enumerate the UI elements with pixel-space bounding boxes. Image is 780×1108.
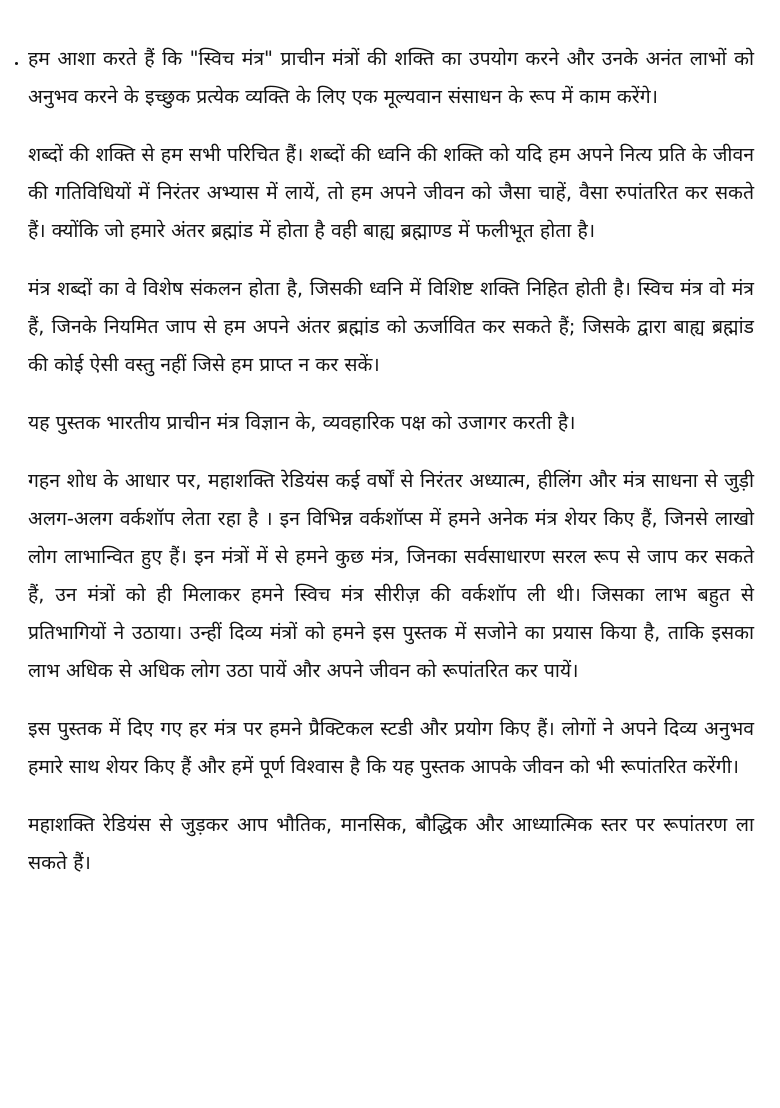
paragraph-book-purpose: यह पुस्तक भारतीय प्राचीन मंत्र विज्ञान के, व्यवहारिक पक्ष को उजागर करती है।: [28, 411, 576, 434]
paragraph-transformation: महाशक्ति रेडियंस से जुड़कर आप भौतिक, मानसिक, बौद्धिक और आध्यात्मिक स्तर पर रूपांतरण ला सकते हैं।: [28, 813, 754, 874]
stray-dot-mark: [15, 62, 18, 65]
paragraph-workshops: गहन शोध के आधार पर, महाशक्ति रेडियंस कई वर्षों से निरंतर अध्यात्म, हीलिंग और मंत्र साधना से जुड़ी अलग-अलग वर्कशॉप लेता रहा है । इन विभिन्न वर्कशॉप्स में हमने अनेक मंत्र शेयर किए हैं, जिनसे लाखो लोग लाभान्वित हुए हैं। इन मंत्रों में से हमने कुछ मंत्र, जिनका सर्वसाधारण सरल रूप से जाप कर सकते हैं, उन मंत्रों को ही मिलाकर हमने स्विच मंत्र सीरीज़ की वर्कशॉप ली थी। जिसका लाभ बहुत से प्रतिभागियों ने उठाया। उन्हीं दिव्य मंत्रों को हमने इस पुस्तक में सजोने का प्रयास किया है, ताकि इसका लाभ अधिक से अधिक लोग उठा पायें और अपने जीवन को रूपांतरित कर पायें।: [28, 469, 754, 682]
paragraph-hope-switch-mantra: हम आशा करते हैं कि "स्विच मंत्र" प्राचीन मंत्रों की शक्ति का उपयोग करने और उनके अनंत लाभों को अनुभव करने के इच्छुक प्रत्येक व्यक्ति के लिए एक मूल्यवान संसाधन के रूप में काम करेंगे।: [28, 47, 754, 108]
paragraph-practical-study: इस पुस्तक में दिए गए हर मंत्र पर हमने प्रैक्टिकल स्टडी और प्रयोग किए हैं। लोगों ने अपने दिव्य अनुभव हमारे साथ शेयर किए हैं और हमें पूर्ण विश्वास है कि यह पुस्तक आपके जीवन को भी रूपांतरित करेंगी।: [28, 717, 754, 778]
paragraph-mantra-definition: मंत्र शब्दों का वे विशेष संकलन होता है, जिसकी ध्वनि में विशिष्ट शक्ति निहित होती है। स्विच मंत्र वो मंत्र हैं, जिनके नियमित जाप से हम अपने अंतर ब्रह्मांड को ऊर्जावित कर सकते हैं; जिसके द्वारा बाह्य ब्रह्मांड की कोई ऐसी वस्तु नहीं जिसे हम प्राप्त न कर सकें।: [28, 277, 754, 376]
paragraph-power-of-words: शब्दों की शक्ति से हम सभी परिचित हैं। शब्दों की ध्वनि की शक्ति को यदि हम अपने नित्य प्रति के जीवन की गतिविधियों में निरंतर अभ्यास में लायें, तो हम अपने जीवन को जैसा चाहें, वैसा रुपांतरित कर सकते हैं। क्योंकि जो हमारे अंतर ब्रह्मांड में होता है वही बाह्य ब्रह्माण्ड में फलीभूत होता है।: [28, 143, 754, 242]
